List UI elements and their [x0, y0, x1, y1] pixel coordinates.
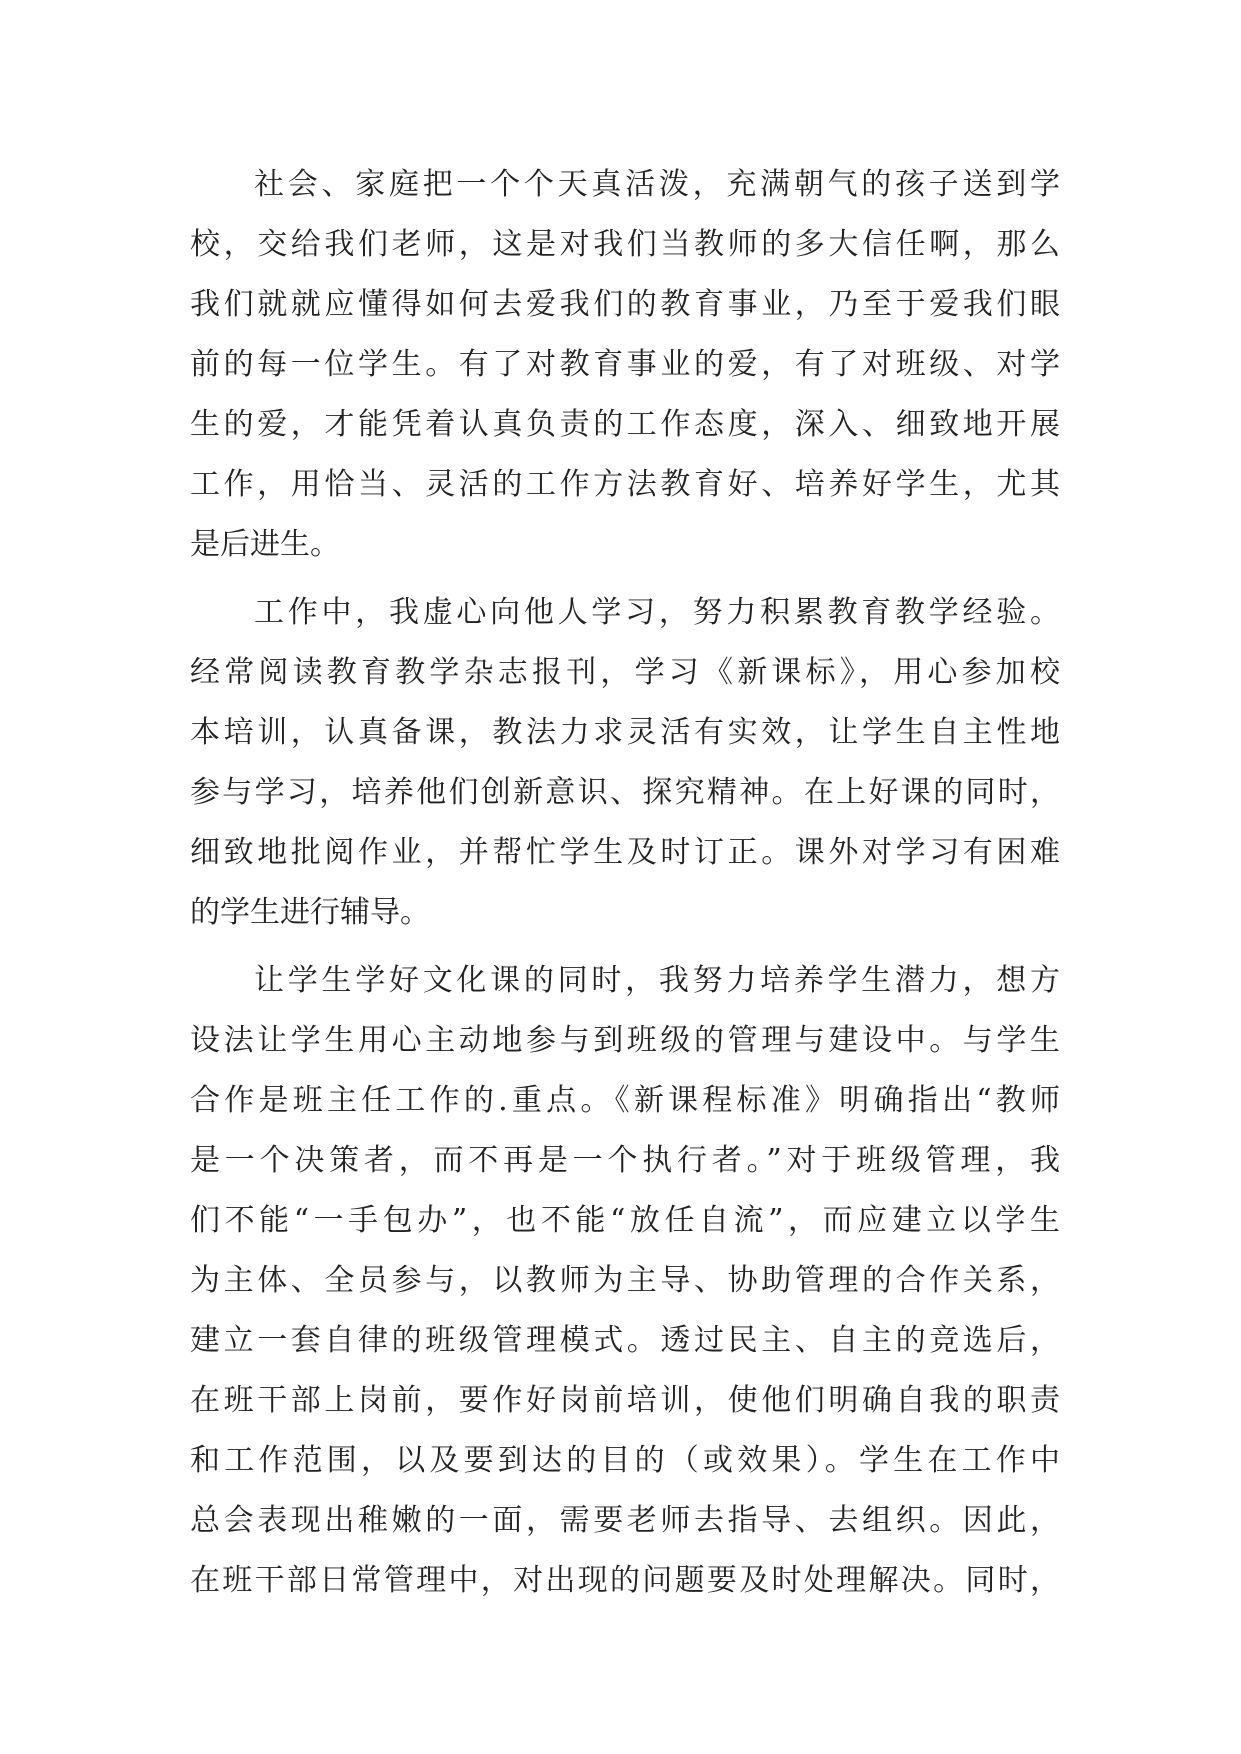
text-line: 是后进生。: [190, 527, 340, 562]
text-line: 经常阅读教育教学杂志报刊，学习《新课标》，用心参加校: [190, 655, 1060, 690]
text-line: 的学生进行辅导。: [190, 895, 430, 930]
text-line: 合作是班主任工作的.重点。《新课程标准》明确指出“教师: [190, 1083, 1060, 1118]
document-body: [190, 155, 1060, 1611]
paragraph-3: [190, 951, 1060, 1611]
paragraph-2: [190, 583, 1060, 943]
text-line: 总会表现出稚嫩的一面，需要老师去指导、去组织。因此，: [190, 1503, 1060, 1538]
text-line: 生的爱，才能凭着认真负责的工作态度，深入、细致地开展: [190, 407, 1060, 442]
text-line: 在班干部日常管理中，对出现的问题要及时处理解决。同时，: [190, 1563, 1060, 1598]
paragraph-gap: [190, 575, 1060, 583]
text-line: 为主体、全员参与，以教师为主导、协助管理的合作关系，: [190, 1263, 1060, 1298]
text-line: 们不能“一手包办”，也不能“放任自流”，而应建立以学生: [190, 1203, 1060, 1238]
text-line: 细致地批阅作业，并帮忙学生及时订正。课外对学习有困难: [190, 835, 1060, 870]
text-line: 校，交给我们老师，这是对我们当教师的多大信任啊，那么: [190, 227, 1060, 262]
text-line: 工作，用恰当、灵活的工作方法教育好、培养好学生，尤其: [190, 467, 1060, 502]
text-line: 让学生学好文化课的同时，我努力培养学生潜力，想方: [254, 963, 1060, 998]
text-line: 是一个决策者，而不再是一个执行者。”对于班级管理，我: [190, 1143, 1060, 1178]
paragraph-gap: [190, 943, 1060, 951]
text-line: 设法让学生用心主动地参与到班级的管理与建设中。与学生: [190, 1023, 1060, 1058]
text-line: 在班干部上岗前，要作好岗前培训，使他们明确自我的职责: [190, 1383, 1060, 1418]
text-line: 社会、家庭把一个个天真活泼，充满朝气的孩子送到学: [254, 167, 1060, 202]
text-line: 和工作范围，以及要到达的目的（或效果）。学生在工作中: [190, 1443, 1060, 1478]
text-line: 参与学习，培养他们创新意识、探究精神。在上好课的同时，: [190, 775, 1060, 810]
text-line: 建立一套自律的班级管理模式。透过民主、自主的竞选后，: [190, 1323, 1060, 1358]
text-line: 本培训，认真备课，教法力求灵活有实效，让学生自主性地: [190, 715, 1060, 750]
paragraph-1: [190, 155, 1060, 575]
text-line: 我们就就应懂得如何去爱我们的教育事业，乃至于爱我们眼: [190, 287, 1060, 322]
text-line: 前的每一位学生。有了对教育事业的爱，有了对班级、对学: [190, 347, 1060, 382]
text-line: 工作中，我虚心向他人学习，努力积累教育教学经验。: [254, 595, 1060, 630]
